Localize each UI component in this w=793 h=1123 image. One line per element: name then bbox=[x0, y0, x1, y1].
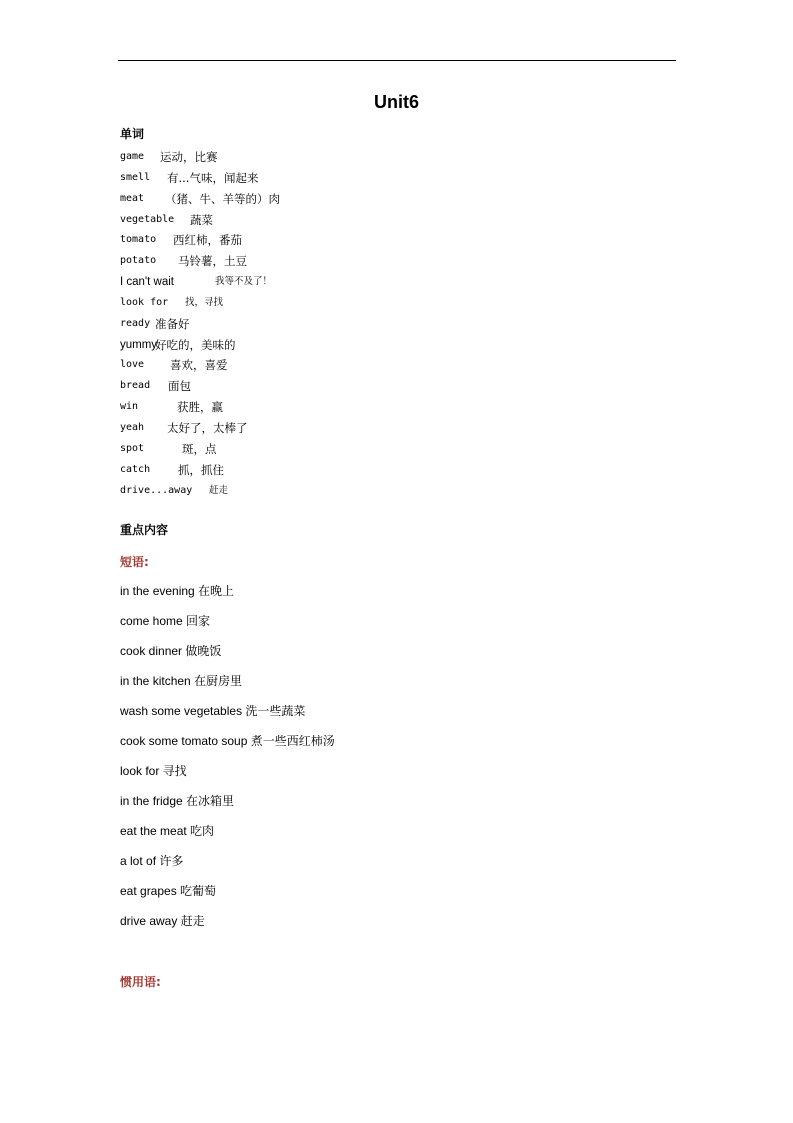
vocab-zh: 面包 bbox=[168, 379, 191, 394]
phrases-heading: 短语: bbox=[120, 555, 149, 569]
vocab-zh: 斑，点 bbox=[182, 441, 217, 456]
idioms-heading: 惯用语: bbox=[120, 975, 161, 989]
phrase-item: come home 回家 bbox=[120, 614, 211, 628]
vocab-zh: 好吃的，美味的 bbox=[155, 337, 236, 352]
phrases-list bbox=[120, 581, 335, 941]
vocab-zh: 获胜，赢 bbox=[177, 400, 223, 415]
vocab-zh: 抓，抓住 bbox=[178, 462, 224, 477]
vocab-en: vegetable bbox=[120, 213, 175, 225]
phrase-item: in the kitchen 在厨房里 bbox=[120, 674, 243, 688]
vocab-en: game bbox=[120, 151, 145, 162]
phrase-item: in the evening 在晚上 bbox=[120, 584, 235, 598]
vocab-en: potato bbox=[120, 255, 157, 267]
vocab-en: drive...away bbox=[120, 484, 193, 496]
vocab-en: love bbox=[120, 359, 145, 371]
vocab-en: meat bbox=[120, 192, 145, 204]
vocab-zh: （猪、牛、羊等的）肉 bbox=[165, 191, 280, 206]
vocab-en: catch bbox=[120, 463, 151, 475]
phrase-item: drive away 赶走 bbox=[120, 914, 205, 928]
vocab-zh: 有...气味，闻起来 bbox=[167, 170, 259, 185]
vocab-zh: 准备好 bbox=[155, 316, 190, 331]
key-content-heading: 重点内容 bbox=[120, 523, 169, 537]
vocab-en: spot bbox=[120, 442, 145, 454]
vocab-zh: 我等不及了！ bbox=[215, 276, 273, 288]
phrase-item: cook dinner 做晚饭 bbox=[120, 644, 222, 658]
phrase-item: eat the meat 吃肉 bbox=[120, 824, 215, 838]
vocab-en: I can't wait bbox=[120, 276, 174, 289]
vocab-heading: 单词 bbox=[120, 127, 145, 141]
phrase-item: wash some vegetables 洗一些蔬菜 bbox=[120, 704, 306, 718]
vocab-en: yummy bbox=[120, 338, 158, 351]
vocab-en: look for bbox=[120, 296, 169, 308]
vocab-en: yeah bbox=[120, 421, 145, 433]
vocab-en: ready bbox=[120, 317, 151, 329]
vocab-en: tomato bbox=[120, 234, 157, 246]
vocab-zh: 赶走 bbox=[209, 484, 229, 496]
header-rule bbox=[118, 60, 676, 61]
vocab-zh: 喜欢，喜爱 bbox=[170, 358, 228, 373]
vocab-zh: 西红柿，番茄 bbox=[173, 233, 242, 248]
vocab-en: win bbox=[120, 401, 139, 413]
vocab-zh: 找，寻找 bbox=[185, 296, 224, 308]
vocab-en: smell bbox=[120, 171, 151, 183]
vocab-zh: 蔬菜 bbox=[190, 212, 213, 227]
vocab-en: bread bbox=[120, 380, 151, 392]
phrase-item: a lot of 许多 bbox=[120, 854, 184, 868]
phrase-item: eat grapes 吃葡萄 bbox=[120, 884, 217, 898]
phrase-item: cook some tomato soup 煮一些西红柿汤 bbox=[120, 734, 335, 748]
phrase-item: in the fridge 在冰箱里 bbox=[120, 794, 235, 808]
page-title: Unit6 bbox=[374, 92, 419, 112]
phrase-item: look for 寻找 bbox=[120, 764, 187, 778]
vocab-zh: 运动，比赛 bbox=[160, 150, 218, 164]
vocab-zh: 马铃薯，土豆 bbox=[178, 254, 247, 269]
vocab-zh: 太好了，太棒了 bbox=[167, 420, 248, 435]
